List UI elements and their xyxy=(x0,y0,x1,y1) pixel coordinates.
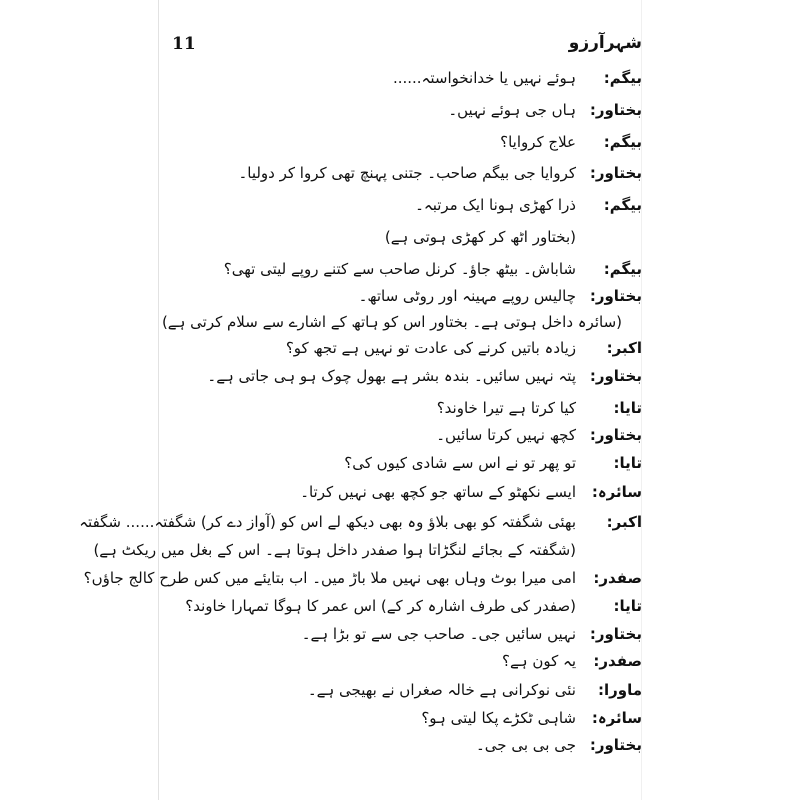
dialogue-text: نہیں سائیں جی۔ صاحب جی سے تو بڑا ہے۔ xyxy=(301,625,576,643)
dialogue-text: ایسے نکھٹو کے ساتھ جو کچھ بھی نہیں کرتا۔ xyxy=(300,483,576,501)
speaker-label: صفدر: xyxy=(593,569,642,587)
dialogue-line xyxy=(160,478,642,506)
speaker-label: تایا: xyxy=(613,597,642,615)
dialogue-line xyxy=(160,592,642,620)
stage-direction-text: (سائرہ داخل ہوتی ہے۔ بختاور اس کو ہاتھ کے اشارے سے سلام کرتی ہے) xyxy=(161,313,622,331)
speaker-label: سائرہ: xyxy=(591,483,642,501)
speaker-label: بیگم: xyxy=(603,69,642,87)
speaker-label: بختاور: xyxy=(589,164,642,182)
stage-direction-text: (شگفتہ کے بجائے لنگڑاتا ہوا صفدر داخل ہوتا ہے۔ اس کے بغل میں ریکٹ ہے) xyxy=(93,541,576,559)
speaker-label: بختاور: xyxy=(589,101,642,119)
dialogue-text: کروایا جی بیگم صاحب۔ جتنی پہنچ تھی کروا کر دولیا۔ xyxy=(238,164,576,182)
speaker-label: ماورا: xyxy=(597,681,642,699)
page-edge-left xyxy=(158,0,159,800)
speaker-label: بختاور: xyxy=(589,367,642,385)
speaker-label: بختاور: xyxy=(589,736,642,754)
dialogue-line xyxy=(160,255,642,283)
speaker-label: تایا: xyxy=(613,454,642,472)
page-number: 11 xyxy=(172,34,196,54)
dialogue-line xyxy=(160,362,642,390)
dialogue-line xyxy=(79,508,642,536)
dialogue-line xyxy=(160,159,642,187)
speaker-label: اکبر: xyxy=(606,339,642,357)
dialogue-text: پتہ نہیں سائیں۔ بندہ بشر ہے بھول چوک ہو ہی جاتی ہے۔ xyxy=(207,367,576,385)
dialogue-text: نئی نوکرانی ہے خالہ صغراں نے بھیجی ہے۔ xyxy=(307,681,576,699)
dialogue-text: (صفدر کی طرف اشارہ کر کے) اس عمر کا ہوگا تمہارا خاوند؟ xyxy=(185,597,576,615)
dialogue-text: ہوئے نہیں یا خدانخواستہ...... xyxy=(392,69,576,87)
speaker-label: تایا: xyxy=(613,399,642,417)
dialogue-text: امی میرا بوٹ وہاں بھی نہیں ملا باڑ میں۔ اب بتایئے میں کس طرح کالج جاؤں؟ xyxy=(83,569,576,587)
speaker-label: سائرہ: xyxy=(591,709,642,727)
dialogue-line xyxy=(160,620,642,648)
speaker-label: اکبر: xyxy=(606,513,642,531)
dialogue-text: جی بی بی جی۔ xyxy=(476,736,576,754)
dialogue-line xyxy=(160,128,642,156)
stage-direction-line xyxy=(93,536,642,564)
dialogue-line xyxy=(160,191,642,219)
dialogue-line xyxy=(160,704,642,732)
dialogue-text: شاہی ٹکڑے پکا لیتی ہو؟ xyxy=(421,709,576,727)
dialogue-text: تو پھر تو نے اس سے شادی کیوں کی؟ xyxy=(344,454,576,472)
dialogue-line xyxy=(160,64,642,92)
dialogue-text: علاج کروایا؟ xyxy=(500,133,576,151)
dialogue-text: بھئی شگفتہ کو بھی بلاؤ وہ بھی دیکھ لے اس کو (آواز دے کر) شگفتہ...... شگفتہ xyxy=(79,513,576,531)
dialogue-text: شاباش۔ بیٹھ جاؤ۔ کرنل صاحب سے کتنے روپے لیتی تھی؟ xyxy=(223,260,576,278)
running-head-title: شہرآرزو xyxy=(568,33,642,53)
dialogue-text: یہ کون ہے؟ xyxy=(502,652,576,670)
speaker-label: بختاور: xyxy=(589,287,642,305)
dialogue-text: ذرا کھڑی ہونا ایک مرتبہ۔ xyxy=(415,196,576,214)
dialogue-text: کیا کرتا ہے تیرا خاوند؟ xyxy=(436,399,576,417)
speaker-label: صفدر: xyxy=(593,652,642,670)
dialogue-text: چالیس روپے مہینہ اور روٹی ساتھ۔ xyxy=(358,287,576,305)
dialogue-line xyxy=(83,564,642,592)
speaker-label: بیگم: xyxy=(603,260,642,278)
dialogue-line xyxy=(160,647,642,675)
speaker-label: بیگم: xyxy=(603,196,642,214)
dialogue-text: زیادہ باتیں کرنے کی عادت تو نہیں ہے تجھ کو؟ xyxy=(285,339,576,357)
dialogue-line xyxy=(160,421,642,449)
dialogue-line xyxy=(160,334,642,362)
speaker-label: بیگم: xyxy=(603,133,642,151)
speaker-label: بختاور: xyxy=(589,625,642,643)
dialogue-line xyxy=(160,731,642,759)
dialogue-line xyxy=(160,449,642,477)
stage-direction-text: (بختاور اٹھ کر کھڑی ہوتی ہے) xyxy=(384,228,576,246)
speaker-label: بختاور: xyxy=(589,426,642,444)
dialogue-text: ہاں جی ہوئے نہیں۔ xyxy=(448,101,576,119)
dialogue-line xyxy=(160,282,642,310)
dialogue-text: کچھ نہیں کرتا سائیں۔ xyxy=(436,426,576,444)
dialogue-line xyxy=(160,96,642,124)
stage-direction-line xyxy=(160,308,642,336)
stage-direction-line xyxy=(160,223,642,251)
dialogue-line xyxy=(160,394,642,422)
dialogue-line xyxy=(160,676,642,704)
